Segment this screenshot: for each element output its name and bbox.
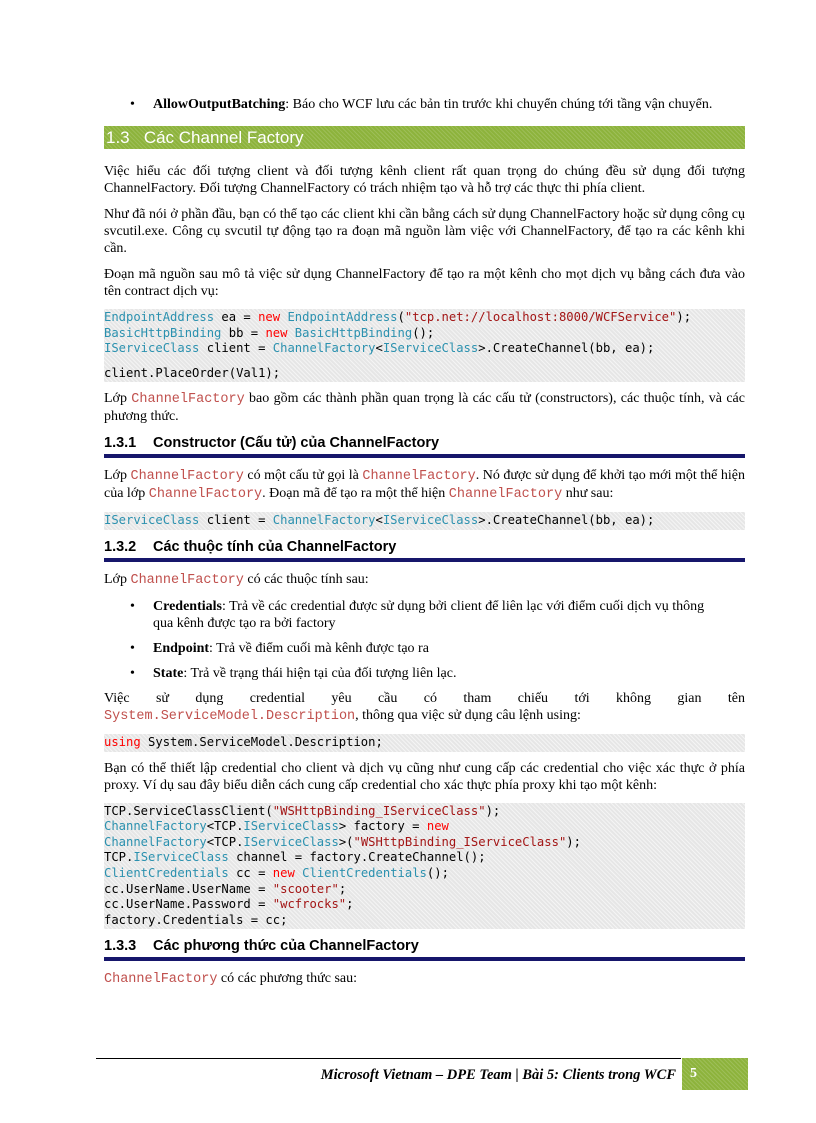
paragraph: Như đã nói ở phần đầu, bạn có thể tạo các client khi cần bằng cách sử dụng ChannelFactory hoặc sử dụng công cụ svcutil.exe. Công cụ svcutil tự động tạo ra đoạn mã nguồn làm việc với ChannelFactory, để tạo ra các kênh khi cần. (104, 207, 745, 256)
code-line: IServiceClass client = ChannelFactory<IServiceClass>.CreateChannel(bb, ea); (104, 341, 655, 356)
code-line: client.PlaceOrder(Val1); (104, 365, 281, 380)
paragraph: Lớp ChannelFactory có một cấu tử gọi là ChannelFactory. Nó được sử dụng để khởi tạo mới một thể hiện của lớp ChannelFactory. Đoạn mã để tạo ra một thể hiện ChannelFactory như sau: (104, 468, 745, 503)
paragraph: Bạn có thể thiết lập credential cho client và dịch vụ cũng như cung cấp các credential cho việc xác thực ở phía proxy. Ví dụ sau đây biểu diễn cách cung cấp credential cho xác thực phía proxy khi tạo một kênh: (104, 760, 745, 793)
code-block (104, 734, 745, 752)
code-block (104, 309, 745, 382)
page-footer (96, 1058, 748, 1092)
list-item: • Credentials: Trả về các credential được sử dụng bởi client để liên lạc với điểm cuối dịch vụ thông qua kênh được tạo ra bởi factory (130, 598, 705, 631)
subsection-heading: 1.3.2 Các thuộc tính của ChannelFactory (104, 538, 745, 562)
paragraph: System.ServiceModel.Description, thông qua việc sử dụng câu lệnh using: (104, 707, 581, 724)
paragraph: Lớp ChannelFactory có các thuộc tính sau: (104, 571, 369, 588)
document-body (104, 96, 745, 997)
code-block (104, 512, 745, 530)
paragraph: ChannelFactory có các phương thức sau: (104, 971, 358, 988)
paragraph: Đoạn mã nguồn sau mô tả việc sử dụng ChannelFactory để tạo ra một kênh cho mọt dịch vụ bằng cách đưa vào tên contract dịch vụ: (104, 267, 745, 299)
code-line: IServiceClass client = ChannelFactory<IServiceClass>.CreateChannel(bb, ea); (104, 513, 655, 528)
paragraph: Lớp ChannelFactory bao gồm các thành phần quan trọng là các cấu tử (constructors), các thuộc tính, và các phương thức. (104, 391, 745, 425)
code-block (104, 803, 745, 930)
list-item: • Endpoint: Trả về điểm cuối mà kênh được tạo ra (130, 640, 429, 656)
code-line: using System.ServiceModel.Description; (104, 734, 383, 749)
subsection-heading: 1.3.1 Constructor (Cấu tử) của ChannelFactory (104, 434, 745, 458)
code-line: ChannelFactory<TCP.IServiceClass>("WSHttpBinding_IServiceClass"); (104, 834, 581, 849)
code-line: TCP.IServiceClass channel = factory.CreateChannel(); (104, 850, 486, 865)
code-line: cc.UserName.UserName = "scooter"; (104, 881, 347, 896)
code-line: cc.UserName.Password = "wcfrocks"; (104, 897, 354, 912)
subsection-heading: 1.3.3 Các phương thức của ChannelFactory (104, 937, 745, 961)
code-line: factory.Credentials = cc; (104, 912, 288, 927)
code-line: TCP.ServiceClassClient("WSHttpBinding_IServiceClass"); (104, 803, 501, 818)
intro-bullet-list (104, 96, 745, 113)
section-heading: 1.3 Các Channel Factory (104, 126, 745, 149)
paragraph: Việc hiểu các đối tượng client và đối tượng kênh client rất quan trọng do chúng đều sử dụng đối tượng ChannelFactory. Đối tượng ChannelFactory có trách nhiệm tạo và hỗ trợ các thực thi phía client. (104, 164, 745, 196)
footer-divider (96, 1058, 681, 1059)
footer-text: Microsoft Vietnam – DPE Team | Bài 5: Clients trong WCF (320, 1067, 676, 1083)
code-line: ChannelFactory<TCP.IServiceClass> factory = new (104, 819, 449, 834)
list-item: • AllowOutputBatching: Báo cho WCF lưu các bản tin trước khi chuyển chúng tới tầng vận chuyển. (130, 97, 713, 112)
list-item: • State: Trả về trạng thái hiện tại của đối tượng liên lạc. (130, 665, 457, 681)
properties-list (104, 598, 745, 682)
code-line: ClientCredentials cc = new ClientCredentials(); (104, 865, 449, 880)
paragraph: Việc sử dụng credential yêu cầu có tham chiếu tới không gian tên (104, 690, 745, 706)
code-line: EndpointAddress ea = new EndpointAddress("tcp.net://localhost:8000/WCFService"); (104, 310, 692, 324)
code-line: BasicHttpBinding bb = new BasicHttpBinding(); (104, 325, 435, 340)
page-number: 5 (682, 1058, 748, 1090)
